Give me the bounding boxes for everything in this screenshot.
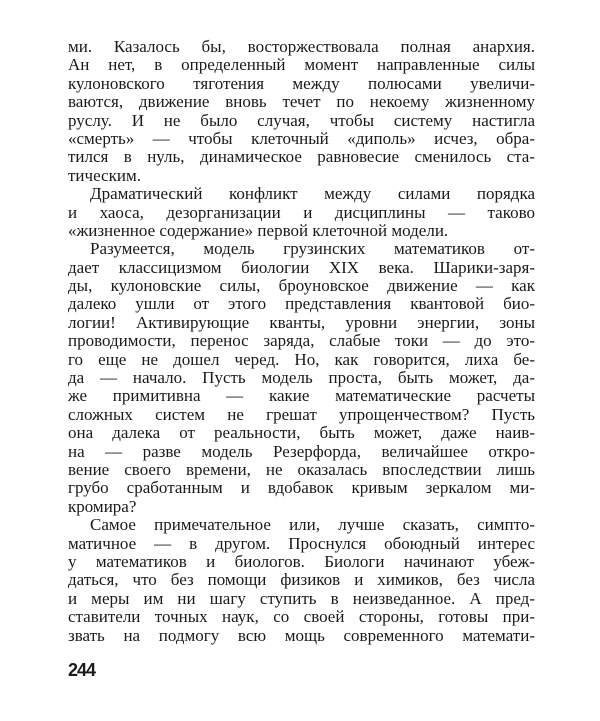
text-line: ставители точных наук, со своей стороны, готовы при- bbox=[68, 607, 535, 627]
text-line: дает классицизмом биологии XIX века. Шарики-заря- bbox=[68, 257, 535, 277]
text-line: даться, что без помощи физиков и химиков, без числа bbox=[68, 570, 535, 590]
text-line: же примитивна — какие математические расчеты bbox=[68, 386, 535, 406]
text-line: логии! Активирующие кванты, уровни энергии, зоны bbox=[68, 312, 535, 332]
text-line: кулоновского тяготения между полюсами увеличи- bbox=[68, 73, 535, 93]
text-line: и меры им ни шагу ступить в неизведанное. А пред- bbox=[68, 588, 535, 608]
text-line: «жизненное содержание» первой клеточной модели. bbox=[68, 220, 449, 240]
text-line: на — разве модель Резерфорда, величайшее откро- bbox=[68, 441, 535, 461]
text-line: далеко ушли от этого представления квантовой био- bbox=[68, 294, 535, 314]
text-line: грубо сработанным и вдобавок кривым зеркалом ми- bbox=[68, 478, 535, 498]
text-line: звать на подмогу всю мощь современного математи- bbox=[68, 625, 535, 645]
text-line: «смерть» — чтобы клеточный «диполь» исчез, обра- bbox=[68, 128, 535, 148]
text-line: у математиков и биологов. Биологи начинают убеж- bbox=[68, 551, 535, 571]
text-line: вение своего времени, не оказалась впоследствии лишь bbox=[68, 459, 535, 479]
text-line: кромира? bbox=[68, 496, 137, 516]
text-line: проводимости, перенос заряда, слабые токи — до это- bbox=[68, 331, 535, 351]
text-line: и хаоса, дезорганизации и дисциплины — таково bbox=[68, 202, 535, 222]
text-line: руслу. И не было случая, чтобы систему настигла bbox=[68, 110, 535, 130]
paragraph-start-line: Самое примечательное или, лучше сказать, симпто- bbox=[90, 515, 535, 535]
text-line: тическим. bbox=[68, 165, 141, 185]
page-number: 244 bbox=[68, 660, 96, 680]
text-line: сложных систем не грешат упрощенчеством? Пусть bbox=[68, 404, 535, 424]
text-line: да — начало. Пусть модель проста, быть может, да- bbox=[68, 368, 535, 388]
text-line: ми. Казалось бы, восторжествовала полная анархия. bbox=[68, 37, 535, 56]
paragraph-start-line: Разумеется, модель грузинских математиков от- bbox=[90, 239, 535, 259]
text-line: тился в нуль, динамическое равновесие сменилось ста- bbox=[68, 147, 535, 167]
text-line: го еще не дошел черед. Но, как говорится, лиха бе- bbox=[68, 349, 535, 369]
book-page-text bbox=[68, 38, 535, 645]
text-line: ды, кулоновские силы, броуновское движение — как bbox=[68, 276, 535, 296]
text-line: матичное — в другом. Проснулся обоюдный интерес bbox=[68, 533, 535, 553]
text-line: Ан нет, в определенный момент направленные силы bbox=[68, 55, 535, 75]
text-line: ваются, движение вновь течет по некоему жизненному bbox=[68, 92, 535, 112]
paragraph-start-line: Драматический конфликт между силами порядка bbox=[90, 184, 535, 204]
text-line: она далека от реальности, быть может, даже наив- bbox=[68, 423, 535, 443]
